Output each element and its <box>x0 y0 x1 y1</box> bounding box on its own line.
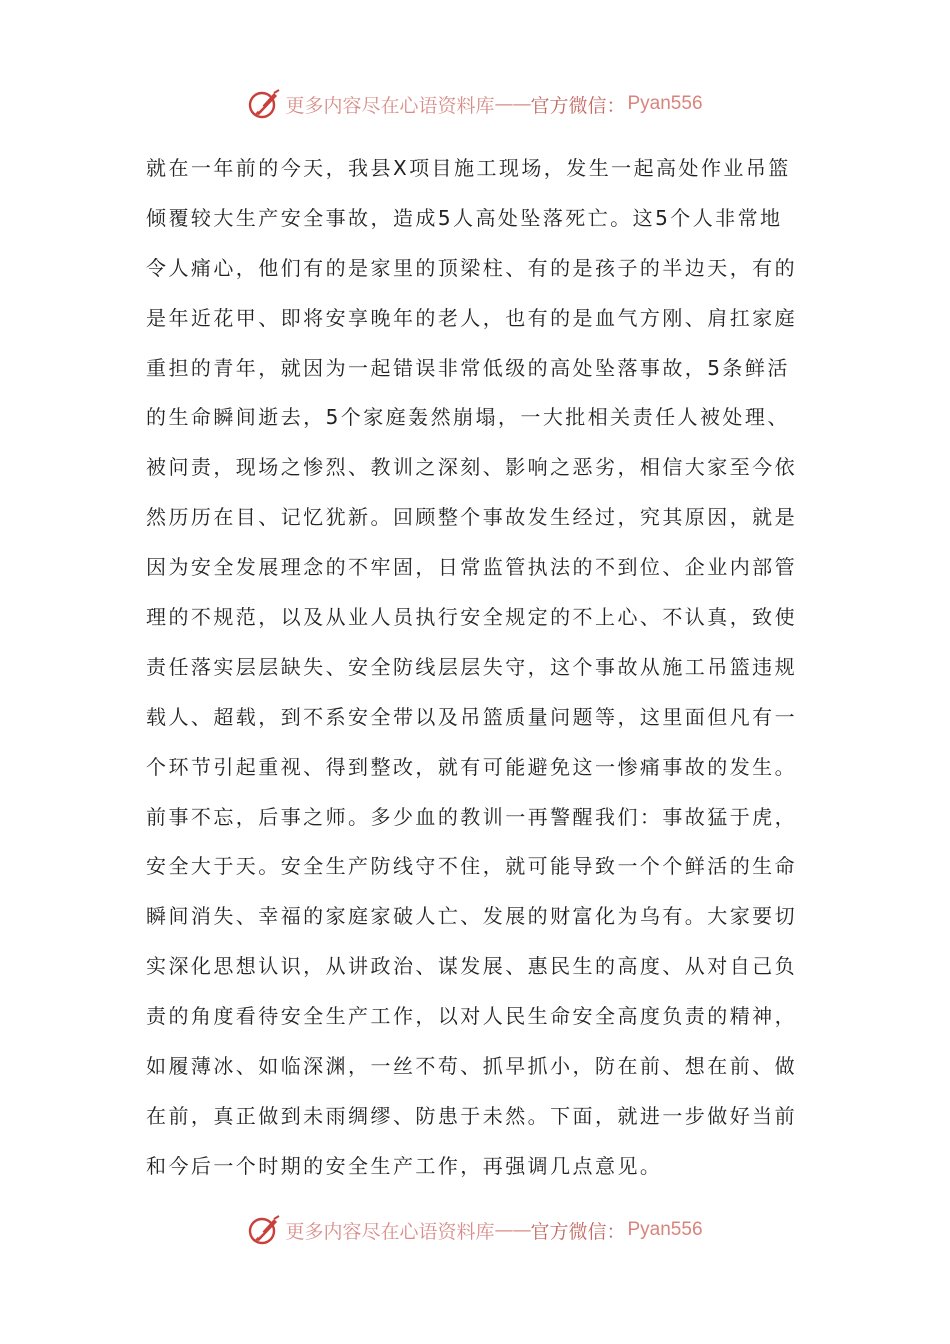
footer-watermark <box>0 1212 950 1248</box>
body-line: 在前，真正做到未雨绸缪、防患于未然。下面，就进一步做好当前 <box>146 1103 798 1128</box>
header-watermark <box>0 86 950 122</box>
watermark-site-text: 更多内容尽在心语资料库 <box>285 94 495 117</box>
body-line: 前事不忘，后事之师。多少血的教训一再警醒我们：事故猛于虎， <box>146 804 798 829</box>
document-body <box>146 144 816 1192</box>
body-line: 就在一年前的今天，我县X项目施工现场，发生一起高处作业吊篮 <box>146 156 791 180</box>
body-line: 责任落实层层缺失、安全防线层层失守，这个事故从施工吊篮违规 <box>146 654 798 679</box>
body-line: 个环节引起重视、得到整改，就有可能避免这一惨痛事故的发生。 <box>146 754 798 779</box>
watermark-dash: —— <box>494 1219 531 1241</box>
body-line: 载人、超载，到不系安全带以及吊篮质量问题等，这里面但凡有一 <box>146 704 798 729</box>
body-line: 因为安全发展理念的不牢固，日常监管执法的不到位、企业内部管 <box>146 555 798 580</box>
watermark-official-label: 官方微信： <box>530 94 626 117</box>
watermark-wechat-id: Pyan556 <box>627 1219 703 1240</box>
body-line: 责的角度看待安全生产工作，以对人民生命安全高度负责的精神， <box>146 1004 798 1029</box>
watermark-wechat-id: Pyan556 <box>627 93 703 114</box>
quill-logo-icon <box>247 87 281 121</box>
body-line: 理的不规范，以及从业人员执行安全规定的不上心、不认真，致使 <box>146 605 798 630</box>
body-line: 令人痛心，他们有的是家里的顶梁柱、有的是孩子的半边天，有的 <box>146 255 798 280</box>
body-line: 瞬间消失、幸福的家庭家破人亡、发展的财富化为乌有。大家要切 <box>146 904 798 929</box>
body-line: 实深化思想认识，从讲政治、谋发展、惠民生的高度、从对自己负 <box>146 954 798 979</box>
body-line: 的生命瞬间逝去，5个家庭轰然崩塌，一大批相关责任人被处理、 <box>146 405 790 430</box>
body-line: 如履薄冰、如临深渊，一丝不苟、抓早抓小，防在前、想在前、做 <box>146 1054 798 1079</box>
body-line: 是年近花甲、即将安享晚年的老人，也有的是血气方刚、肩扛家庭 <box>146 305 798 330</box>
body-line: 和今后一个时期的安全生产工作，再强调几点意见。 <box>146 1153 663 1178</box>
body-line: 被问责，现场之惨烈、教训之深刻、影响之恶劣，相信大家至今依 <box>146 455 798 480</box>
watermark-dash: —— <box>494 93 531 115</box>
watermark-official-label: 官方微信： <box>530 1220 626 1243</box>
body-line: 倾覆较大生产安全事故，造成5人高处坠落死亡。这5个人非常地 <box>146 205 783 230</box>
body-line: 安全大于天。安全生产防线守不住，就可能导致一个个鲜活的生命 <box>146 854 798 879</box>
watermark-site-text: 更多内容尽在心语资料库 <box>285 1220 495 1243</box>
body-line: 重担的青年，就因为一起错误非常低级的高处坠落事故，5条鲜活 <box>146 355 790 380</box>
body-line: 然历历在目、记忆犹新。回顾整个事故发生经过，究其原因，就是 <box>146 505 798 530</box>
quill-logo-icon <box>247 1213 281 1247</box>
